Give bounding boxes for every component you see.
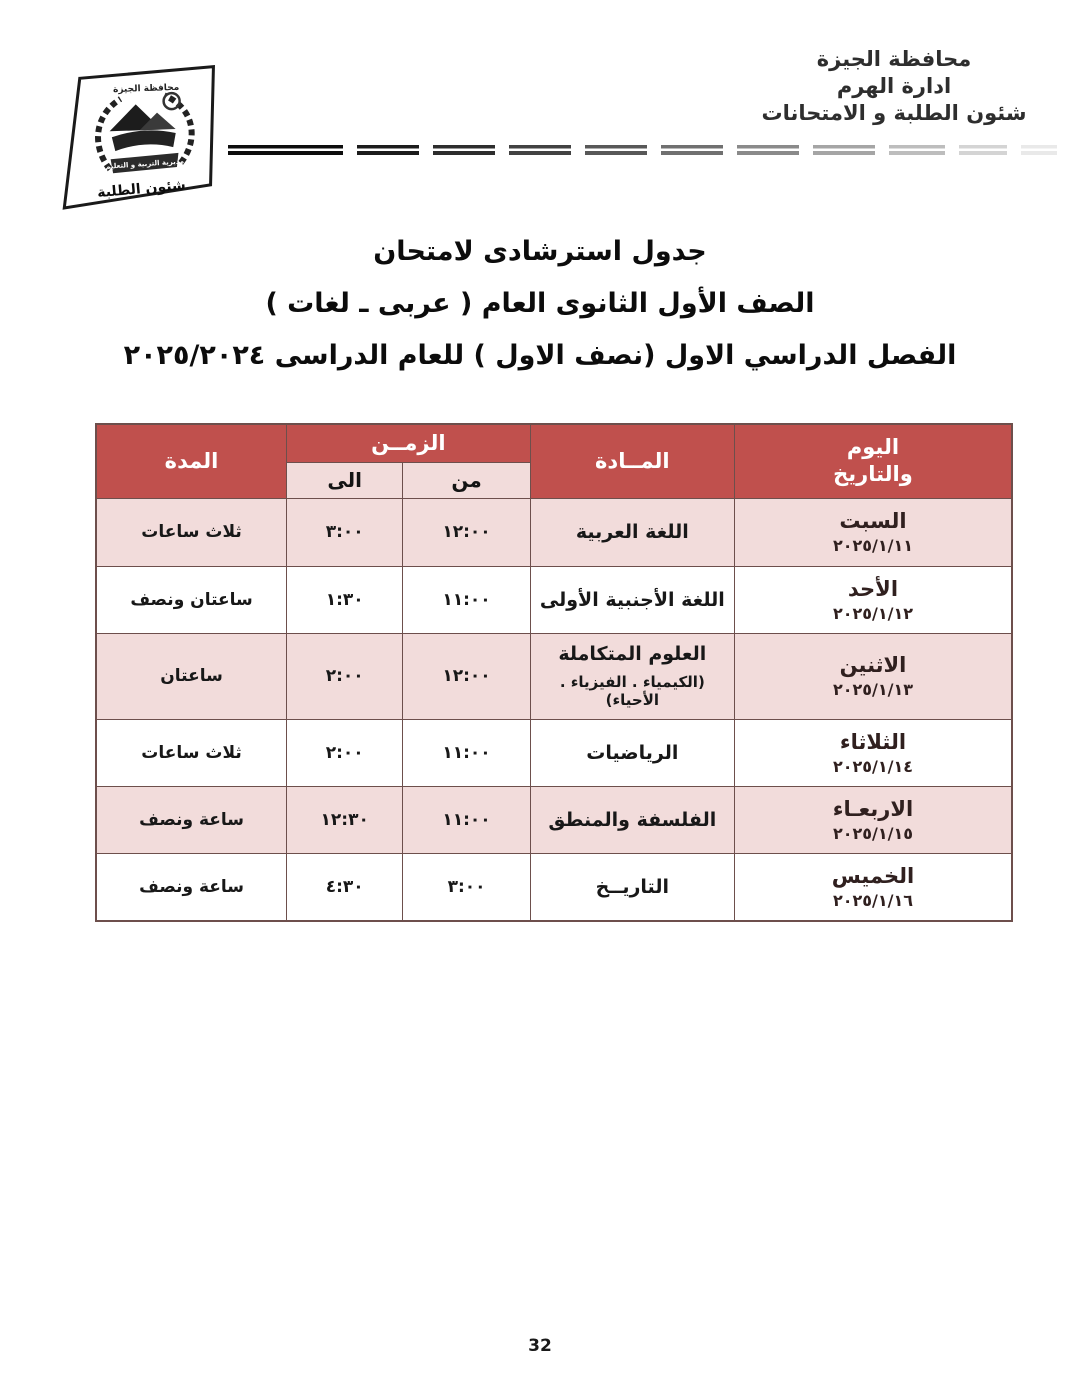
to-cell: ٢:٠٠ <box>287 719 403 786</box>
day-cell <box>734 786 1012 853</box>
to-cell: ٣:٠٠ <box>287 498 403 566</box>
rule-dash <box>813 145 875 155</box>
letterhead-line-governorate: محافظة الجيزة <box>816 47 972 71</box>
letterhead-line-department: شئون الطلبة و الامتحانات <box>761 101 1027 125</box>
rule-dash <box>433 145 495 155</box>
from-cell: ١١:٠٠ <box>403 786 530 853</box>
day-cell <box>734 566 1012 633</box>
table-row <box>96 719 1012 786</box>
from-cell: ١٢:٠٠ <box>403 633 530 719</box>
subject-note: (الكيمياء . الفيزياء . الأحياء) <box>559 673 705 709</box>
subject-cell: اللغة العربية <box>530 498 734 566</box>
rule-dash <box>509 145 571 155</box>
day-date: ٢٠٢٥/١/١٢ <box>832 603 913 623</box>
day-cell <box>734 719 1012 786</box>
rule-dash <box>228 145 343 155</box>
header-day-line2: والتاريخ <box>833 462 913 487</box>
from-cell: ١١:٠٠ <box>403 719 530 786</box>
rule-dash <box>889 145 945 155</box>
day-cell <box>734 633 1012 719</box>
subject-cell: الرياضيات <box>530 719 734 786</box>
day-name: الثلاثاء <box>839 729 907 754</box>
from-cell: ٣:٠٠ <box>403 853 530 921</box>
stamp-bottom-text: شئون الطلبة <box>96 177 187 202</box>
rule-dash <box>737 145 799 155</box>
header-duration: المدة <box>96 424 287 498</box>
day-date: ٢٠٢٥/١/١١ <box>832 536 913 555</box>
rule-dash <box>959 145 1007 155</box>
day-date: ٢٠٢٥/١/١٦ <box>832 890 913 910</box>
duration-cell: ساعتان <box>96 633 287 719</box>
header-time: الزمــن <box>287 424 531 462</box>
to-cell: ٤:٣٠ <box>287 853 403 921</box>
header-time-from: من <box>403 462 530 498</box>
table-row <box>96 566 1012 633</box>
table-row <box>96 853 1012 921</box>
table-row <box>96 633 1012 719</box>
document-subtitle-term: الفصل الدراسي الاول (نصف الاول ) للعام الدراسى ٢٠٢٥/٢٠٢٤ <box>123 340 957 371</box>
table-row <box>96 498 1012 566</box>
subject-name: العلوم المتكاملة <box>558 643 707 665</box>
table-row <box>96 786 1012 853</box>
letterhead-line-administration: ادارة الهرم <box>836 74 952 98</box>
rule-dash <box>585 145 647 155</box>
subject-cell: الفلسفة والمنطق <box>530 786 734 853</box>
to-cell: ٢:٠٠ <box>287 633 403 719</box>
decorative-rule <box>228 145 1057 155</box>
subject-cell: التاريــخ <box>530 853 734 921</box>
from-cell: ١١:٠٠ <box>403 566 530 633</box>
document-subtitle-grade: الصف الأول الثانوى العام ( عربى ـ لغات ) <box>265 288 815 319</box>
rule-dash <box>357 145 419 155</box>
exam-schedule-table <box>95 423 1013 922</box>
day-name: الاربعـاء <box>832 796 914 821</box>
subject-cell <box>530 633 734 719</box>
page-number: 32 <box>528 1336 552 1356</box>
day-date: ٢٠٢٥/١/١٤ <box>832 756 913 776</box>
stamp-top-text: محافظة الجيزة <box>112 82 180 96</box>
rule-dash <box>661 145 723 155</box>
stamp-band-text: مديرية التربية و التعليم <box>105 157 185 171</box>
rule-dash <box>1021 145 1057 155</box>
day-name: الخميس <box>831 863 915 888</box>
duration-cell: ساعتان ونصف <box>96 566 287 633</box>
duration-cell: ساعة ونصف <box>96 786 287 853</box>
header-day-line1: اليوم <box>846 435 900 460</box>
from-cell: ١٢:٠٠ <box>403 498 530 566</box>
day-cell <box>734 853 1012 921</box>
day-name: الأحد <box>847 576 899 601</box>
day-name: الاثنين <box>839 653 907 677</box>
header-time-to: الى <box>287 462 403 498</box>
subject-cell: اللغة الأجنبية الأولى <box>530 566 734 633</box>
to-cell: ١:٣٠ <box>287 566 403 633</box>
day-cell <box>734 498 1012 566</box>
header-day-date <box>734 424 1012 498</box>
duration-cell: ثلاث ساعات <box>96 498 287 566</box>
day-date: ٢٠٢٥/١/١٣ <box>832 680 913 699</box>
duration-cell: ثلاث ساعات <box>96 719 287 786</box>
school-stamp <box>49 63 244 220</box>
to-cell: ١٢:٣٠ <box>287 786 403 853</box>
header-subject: المــادة <box>530 424 734 498</box>
day-date: ٢٠٢٥/١/١٥ <box>832 823 913 843</box>
duration-cell: ساعة ونصف <box>96 853 287 921</box>
letterhead <box>744 46 1044 127</box>
day-name: السبت <box>839 509 907 533</box>
document-title: جدول استرشادى لامتحان <box>373 236 707 267</box>
